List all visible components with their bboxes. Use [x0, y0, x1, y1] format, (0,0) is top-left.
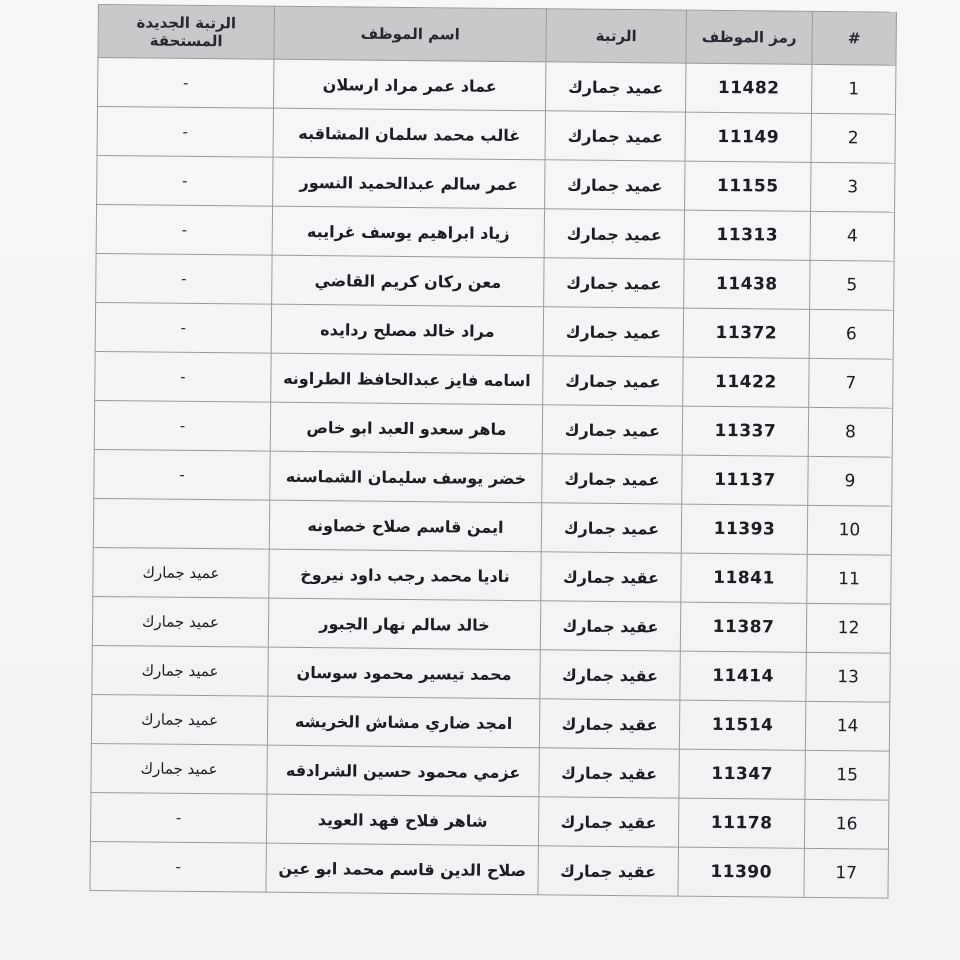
- row-number-cell: 10: [807, 505, 891, 555]
- header-employee-name: اسم الموظف: [274, 6, 546, 62]
- employee-code-cell: 11438: [684, 259, 810, 309]
- new-rank-cell: -: [98, 58, 274, 109]
- employee-code-cell: 11422: [683, 357, 809, 407]
- new-rank-cell: -: [94, 449, 270, 500]
- current-rank-cell: عقيد جمارك: [538, 846, 678, 896]
- row-number-cell: 5: [810, 260, 894, 310]
- current-rank-cell: عميد جمارك: [542, 454, 682, 504]
- new-rank-cell: عميد جمارك: [91, 743, 267, 794]
- new-rank-cell: -: [97, 107, 273, 158]
- new-rank-cell: -: [90, 841, 266, 892]
- row-number-cell: 3: [811, 162, 895, 212]
- table-row: [97, 155, 895, 212]
- header-num: #: [812, 11, 897, 65]
- current-rank-cell: عقيد جمارك: [539, 748, 679, 798]
- employee-name-cell: ايمن قاسم صلاح خصاونه: [269, 500, 541, 552]
- employee-code-cell: 11137: [682, 455, 808, 505]
- employee-name-cell: زياد ابراهيم يوسف غرايبه: [272, 206, 544, 258]
- employee-code-cell: 11155: [685, 161, 811, 211]
- employee-name-cell: خالد سالم نهار الجبور: [268, 598, 540, 650]
- table-row: [98, 58, 896, 115]
- row-number-cell: 7: [809, 358, 893, 408]
- current-rank-cell: عميد جمارك: [544, 258, 684, 308]
- employee-code-cell: 11414: [680, 651, 806, 701]
- employee-code-cell: 11337: [682, 406, 808, 456]
- new-rank-cell: عميد جمارك: [92, 596, 268, 647]
- table-row: [91, 694, 889, 751]
- employee-code-cell: 11393: [681, 504, 807, 554]
- new-rank-cell: عميد جمارك: [91, 694, 267, 745]
- table-row: [95, 351, 893, 408]
- row-number-cell: 1: [811, 64, 895, 114]
- employee-code-cell: 11841: [681, 553, 807, 603]
- employee-name-cell: غالب محمد سلمان المشاقبه: [273, 108, 545, 160]
- new-rank-cell: -: [90, 792, 266, 843]
- header-new-rank: الرتبة الجديدة المستحقة: [98, 5, 275, 60]
- employee-name-cell: خضر يوسف سليمان الشماسنه: [270, 451, 542, 503]
- employee-name-cell: اسامه فايز عبدالحافظ الطراونه: [271, 353, 543, 405]
- employee-name-cell: مراد خالد مصلح ردايده: [271, 304, 543, 356]
- current-rank-cell: عميد جمارك: [545, 111, 685, 161]
- current-rank-cell: عميد جمارك: [545, 160, 685, 210]
- current-rank-cell: عميد جمارك: [543, 356, 683, 406]
- row-number-cell: 9: [808, 456, 892, 506]
- row-number-cell: 16: [804, 799, 888, 849]
- new-rank-cell: -: [94, 400, 270, 451]
- current-rank-cell: عميد جمارك: [544, 209, 684, 259]
- table-row: [92, 645, 890, 702]
- table-row: [94, 449, 892, 506]
- row-number-cell: 2: [811, 113, 895, 163]
- employee-name-cell: ناديا محمد رجب داود نيروخ: [269, 549, 541, 601]
- table-row: [92, 596, 890, 653]
- new-rank-cell: عميد جمارك: [92, 645, 268, 696]
- employee-code-cell: 11347: [679, 749, 805, 799]
- header-employee-code: رمز الموظف: [686, 10, 813, 64]
- new-rank-cell: -: [95, 302, 271, 353]
- employee-code-cell: 11372: [683, 308, 809, 358]
- promotions-table: [89, 4, 896, 899]
- employee-code-cell: 11149: [685, 112, 811, 162]
- current-rank-cell: عميد جمارك: [543, 307, 683, 357]
- employee-name-cell: شاهر فلاح فهد العويد: [266, 794, 538, 846]
- table-row: [96, 204, 894, 261]
- current-rank-cell: عقيد جمارك: [539, 699, 679, 749]
- current-rank-cell: عميد جمارك: [542, 405, 682, 455]
- current-rank-cell: عميد جمارك: [545, 62, 685, 112]
- table-row: [97, 107, 895, 164]
- employee-name-cell: محمد تيسير محمود سوسان: [268, 647, 540, 699]
- table-row: [95, 302, 893, 359]
- row-number-cell: 6: [809, 309, 893, 359]
- new-rank-cell: -: [97, 155, 273, 206]
- row-number-cell: 17: [804, 848, 888, 898]
- new-rank-cell: -: [96, 253, 272, 304]
- table-row: [90, 792, 888, 849]
- employee-code-cell: 11482: [685, 63, 811, 113]
- row-number-cell: 14: [805, 701, 889, 751]
- employee-code-cell: 11313: [684, 210, 810, 260]
- employee-name-cell: عماد عمر مراد ارسلان: [274, 59, 546, 111]
- new-rank-cell: عميد جمارك: [93, 547, 269, 598]
- current-rank-cell: عميد جمارك: [541, 503, 681, 553]
- row-number-cell: 4: [810, 211, 894, 261]
- employee-code-cell: 11390: [678, 847, 804, 897]
- row-number-cell: 8: [808, 407, 892, 457]
- employee-code-cell: 11178: [678, 798, 804, 848]
- current-rank-cell: عقيد جمارك: [540, 601, 680, 651]
- employee-name-cell: عزمي محمود حسين الشرادقه: [267, 745, 539, 797]
- row-number-cell: 11: [807, 554, 891, 604]
- employee-name-cell: ماهر سعدو العبد ابو خاص: [270, 402, 542, 454]
- table-row: [93, 498, 891, 555]
- current-rank-cell: عقيد جمارك: [538, 797, 678, 847]
- table-row: [91, 743, 889, 800]
- employee-name-cell: معن ركان كريم القاضي: [272, 255, 544, 307]
- table-header-row: [98, 5, 896, 66]
- table-row: [94, 400, 892, 457]
- new-rank-cell: [93, 498, 269, 549]
- new-rank-cell: -: [96, 204, 272, 255]
- row-number-cell: 12: [806, 603, 890, 653]
- employee-code-cell: 11514: [679, 700, 805, 750]
- employee-name-cell: عمر سالم عبدالحميد النسور: [273, 157, 545, 209]
- row-number-cell: 13: [806, 652, 890, 702]
- new-rank-cell: -: [95, 351, 271, 402]
- header-rank: الرتبة: [546, 9, 687, 63]
- current-rank-cell: عقيد جمارك: [540, 650, 680, 700]
- employee-name-cell: صلاح الدين قاسم محمد ابو عين: [266, 843, 538, 895]
- employee-code-cell: 11387: [680, 602, 806, 652]
- employee-name-cell: امجد ضاري مشاش الخريشه: [267, 696, 539, 748]
- row-number-cell: 15: [805, 750, 889, 800]
- table-row: [93, 547, 891, 604]
- current-rank-cell: عقيد جمارك: [541, 552, 681, 602]
- table-row: [90, 841, 888, 898]
- table-row: [96, 253, 894, 310]
